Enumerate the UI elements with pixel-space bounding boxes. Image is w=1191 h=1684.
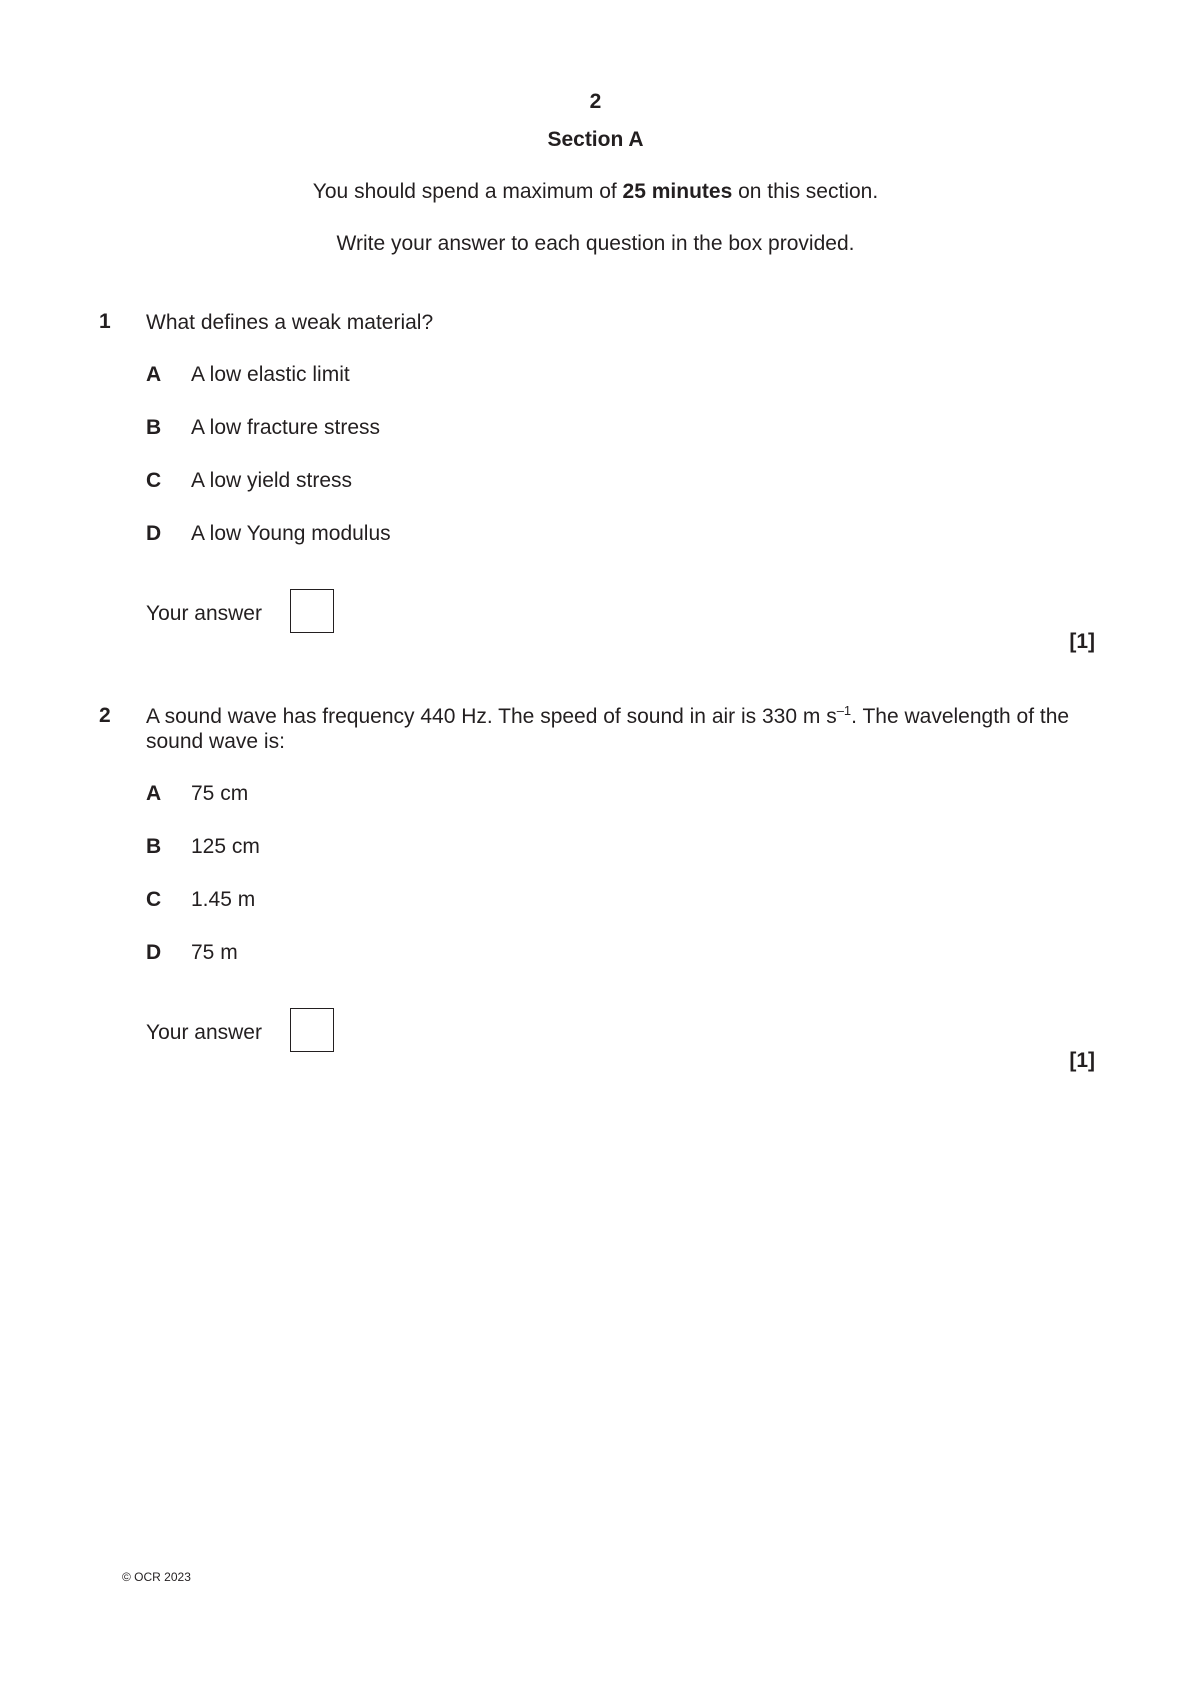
question-1-marks: [1] [1069,630,1095,653]
question-1-answer-box[interactable] [290,589,334,633]
question-2-text-exponent: –1 [836,703,852,718]
question-2-answer-label: Your answer [146,1021,262,1044]
question-1-option-text: A low Young modulus [191,522,391,545]
question-2-text-post: . The wavelength of the sound wave is: [146,705,1070,753]
question-1-option-text: A low yield stress [191,469,353,492]
question-2-marks: [1] [1069,1049,1095,1072]
question-2-option-text: 75 m [191,941,238,964]
question-2-answer-box[interactable] [290,1008,334,1052]
question-2-text [146,704,1086,754]
question-1-option-letter: A [146,363,162,386]
time-instruction-duration: 25 minutes [622,180,733,203]
question-2-text-pre: A sound wave has frequency 440 Hz. The speed of sound in air is 330 m s [146,705,837,728]
question-2-option-text: 75 cm [191,782,249,805]
time-instruction-post: on this section. [732,180,879,203]
question-1-option-letter: C [146,469,162,492]
question-2-option-letter: C [146,888,162,911]
question-2-number: 2 [99,704,111,727]
copyright-footer: © OCR 2023 [122,1570,191,1584]
page-number: 2 [589,90,602,113]
answer-instruction: Write your answer to each question in the box provided. [336,232,855,255]
question-1-option-letter: B [146,416,162,439]
question-1-text: What defines a weak material? [146,311,434,334]
question-1-number: 1 [99,310,111,333]
time-instruction [0,180,1191,204]
question-1-option-text: A low elastic limit [191,363,350,386]
question-2-option-text: 1.45 m [191,888,256,911]
question-2-option-text: 125 cm [191,835,260,858]
question-2-option-letter: A [146,782,162,805]
section-title: Section A [547,128,644,151]
time-instruction-pre: You should spend a maximum of [312,180,623,203]
question-1-answer-label: Your answer [146,602,262,625]
question-1-option-letter: D [146,522,162,545]
question-2-option-letter: D [146,941,162,964]
question-1-option-text: A low fracture stress [191,416,381,439]
question-2-option-letter: B [146,835,162,858]
